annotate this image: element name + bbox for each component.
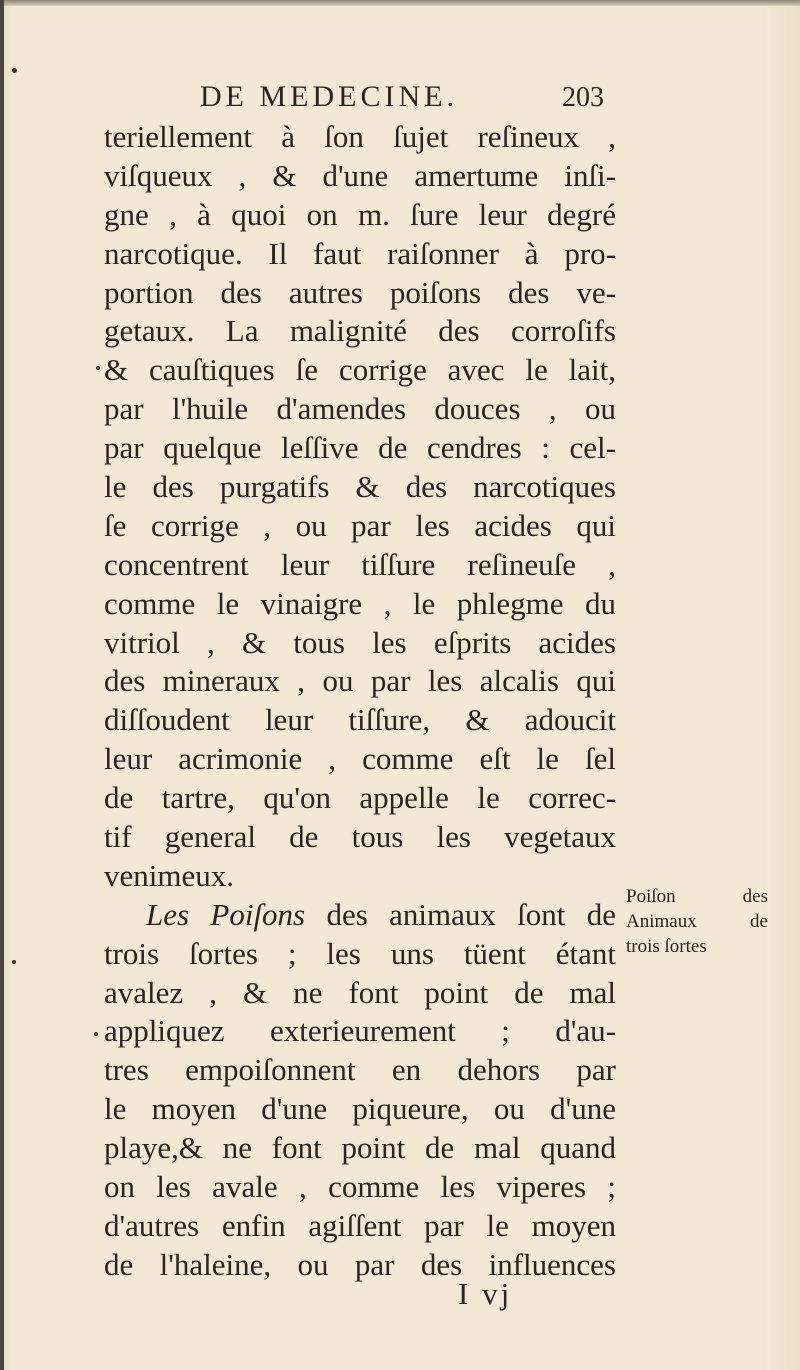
text-line xyxy=(104,974,616,1013)
text-line xyxy=(104,429,616,468)
running-head-title: DE MEDECINE. xyxy=(200,80,458,113)
line-text: comme le vinaigre , le phlegme du xyxy=(104,585,616,621)
text-line xyxy=(104,546,616,585)
line-text: avalez , & ne font point de mal xyxy=(104,974,616,1010)
text-line xyxy=(104,312,616,351)
margin-note-line: Poiſon des xyxy=(626,886,768,907)
line-text: diſſoudent leur tiſſure, & adoucit xyxy=(104,702,616,738)
text-line xyxy=(104,740,616,779)
text-line xyxy=(104,468,616,507)
text-line xyxy=(104,1129,616,1168)
line-text: teriellement à ſon ſujet reſineux , xyxy=(104,119,616,154)
line-text: portion des autres poiſons des ve- xyxy=(104,274,616,310)
line-text: viſqueux , & d'une amertume inſi- xyxy=(104,157,616,193)
line-text: appliquez exterieurement ; d'au- xyxy=(104,1013,616,1049)
line-text: gne , à quoi on m. ſure leur degré xyxy=(104,196,616,232)
text-line xyxy=(104,701,616,740)
line-text: leur acrimonie , comme eſt le ſel xyxy=(104,741,616,777)
line-text: des animaux ſont de xyxy=(305,896,616,932)
text-line xyxy=(104,157,616,196)
line-text: tif general de tous les vegetaux xyxy=(104,819,616,855)
text-line xyxy=(104,585,616,624)
line-text: par l'huile d'amendes douces , ou xyxy=(104,391,616,427)
line-text: venimeux. xyxy=(104,857,234,893)
ink-speck xyxy=(94,1032,98,1036)
text-line xyxy=(104,779,616,818)
text-line xyxy=(104,274,616,313)
text-line xyxy=(104,390,616,429)
margin-note-line: trois ſortes xyxy=(626,936,707,957)
ink-speck xyxy=(12,68,17,73)
running-head xyxy=(0,80,800,120)
text-line xyxy=(104,118,616,157)
text-line xyxy=(104,857,616,896)
signature-mark: I vj xyxy=(458,1276,513,1311)
text-line xyxy=(104,896,616,935)
text-line xyxy=(104,818,616,857)
text-line xyxy=(104,935,616,974)
line-text: d'autres enfin agiſſent par le moyen xyxy=(104,1207,616,1243)
line-text: tres empoiſonnent en dehors par xyxy=(104,1052,616,1088)
page-number: 203 xyxy=(562,82,604,113)
line-text: ſe corrige , ou par les acides qui xyxy=(104,507,616,543)
ink-speck xyxy=(96,366,100,370)
text-line xyxy=(104,1246,616,1285)
text-line xyxy=(104,1207,616,1246)
text-line xyxy=(104,1090,616,1129)
text-line xyxy=(104,1168,616,1207)
text-line xyxy=(104,507,616,546)
text-line xyxy=(104,235,616,274)
text-line xyxy=(104,624,616,663)
line-text: le des purgatifs & des narcotiques xyxy=(104,469,616,505)
text-line xyxy=(104,1051,616,1090)
text-line xyxy=(104,662,616,701)
page-binding-edge xyxy=(0,0,4,1370)
line-text: & cauſtiques ſe corrige avec le lait, xyxy=(104,352,616,388)
line-text: le moyen d'une piqueure, ou d'une xyxy=(104,1091,616,1127)
margin-note-line: Animaux de xyxy=(626,911,768,932)
body-text xyxy=(104,118,616,1285)
text-line xyxy=(104,351,616,390)
line-text: playe,& ne font point de mal quand xyxy=(104,1130,616,1166)
margin-note xyxy=(626,884,768,959)
line-text: de l'haleine, ou par des influences xyxy=(104,1246,616,1282)
line-text: de tartre, qu'on appelle le correc- xyxy=(104,780,616,816)
line-text: par quelque leſſive de cendres : cel- xyxy=(104,430,616,466)
line-text: getaux. La malignité des corroſifs xyxy=(104,313,616,349)
line-text: des mineraux , ou par les alcalis qui xyxy=(104,663,616,699)
ink-speck xyxy=(12,960,16,964)
italic-heading: Les Poiſons xyxy=(146,896,306,932)
line-text: narcotique. Il faut raiſonner à pro- xyxy=(104,235,616,271)
line-text: trois ſortes ; les uns tüent étant xyxy=(104,935,616,971)
page-top-edge xyxy=(0,0,800,6)
text-line xyxy=(104,1012,616,1051)
line-text: concentrent leur tiſſure reſineuſe , xyxy=(104,546,616,582)
line-text: vitriol , & tous les eſprits acides xyxy=(104,624,616,660)
line-text: on les avale , comme les viperes ; xyxy=(104,1169,616,1205)
text-line xyxy=(104,196,616,235)
